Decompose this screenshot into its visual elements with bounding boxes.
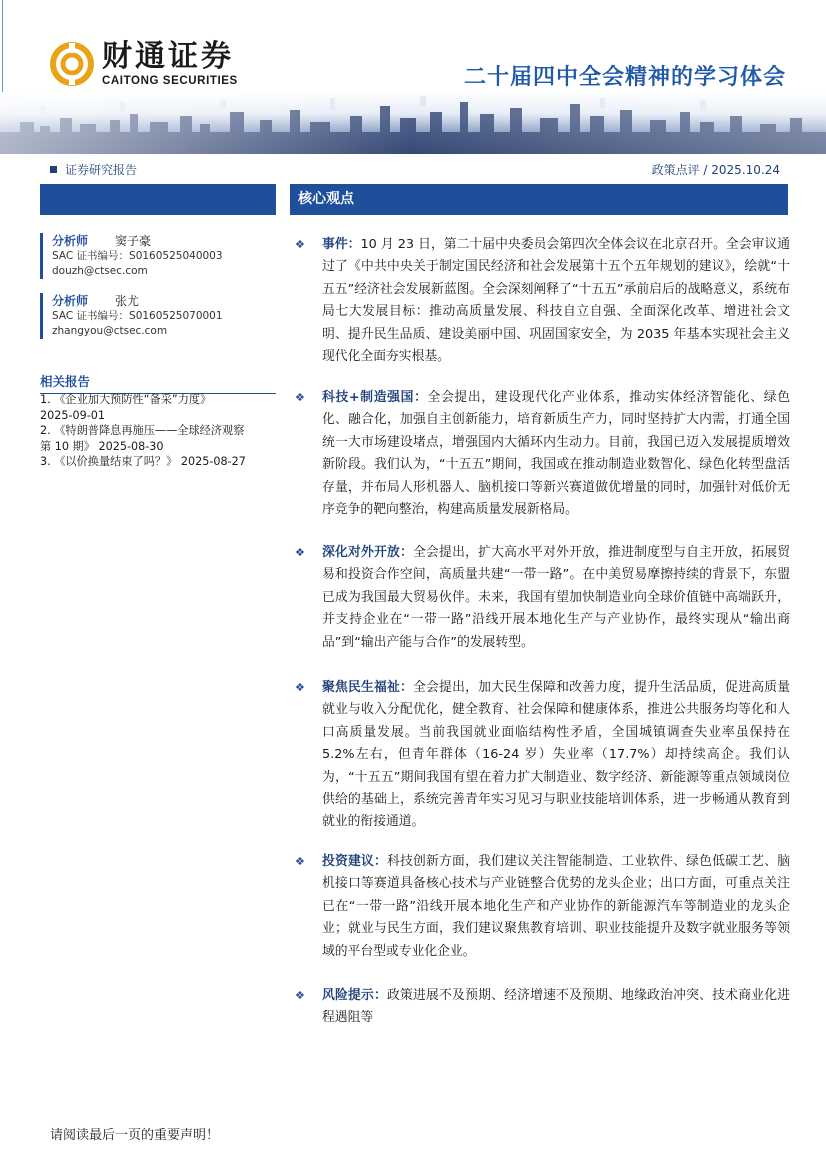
- company-logo: [50, 38, 238, 90]
- item-keyword: 科技+制造强国：: [322, 390, 428, 405]
- analyst-label: 分析师: [52, 234, 89, 248]
- diamond-bullet-icon: ❖: [295, 238, 305, 251]
- diamond-bullet-icon: ❖: [295, 391, 305, 404]
- item-keyword: 投资建议：: [322, 854, 388, 869]
- category-date: 政策点评 / 2025.10.24: [651, 163, 780, 177]
- square-bullet-icon: [50, 166, 57, 173]
- core-item-livelihood: [295, 677, 790, 834]
- analyst-card-2: [40, 293, 276, 339]
- item-text: 全会提出，加大民生保障和改善力度，提升生活品质，促进高质量就业与收入分配优化，健全教育、社会保障和健康体系，推进公共服务均等化和人口高质量发展。当前我国就业面临结构性矛盾，全国城镇调查失业率虽保持在 5.2%左右，但青年群体（16-24 岁）失业率（17.7%）却持续高企。我们认为，“十五五”期间我国有望在着力扩大制造业、数字经济、新能源等重点领域岗位供给的基础上，系统完善青年实习见习与职业技能培训体系，进一步畅通从教育到就业的衔接通道。: [322, 680, 791, 830]
- document-title: 二十届四中全会精神的学习体会: [463, 65, 786, 90]
- report-type-text: 证券研究报告: [65, 163, 138, 177]
- analyst-email[interactable]: zhangyou@ctsec.com: [52, 325, 168, 337]
- analyst-label: 分析师: [52, 294, 89, 308]
- city-skyline-banner: [0, 92, 826, 154]
- logo-english-name: CAITONG SECURITIES: [102, 75, 238, 87]
- core-views-header: [290, 184, 788, 215]
- core-item-opening-up: [295, 542, 790, 654]
- related-report-line[interactable]: 3. 《以价换量结束了吗？》 2025-08-27: [40, 455, 246, 468]
- item-keyword: 风险提示：: [322, 988, 388, 1003]
- diamond-bullet-icon: ❖: [295, 681, 305, 694]
- item-keyword: 事件：: [322, 237, 361, 252]
- core-item-risk-warning: [295, 985, 790, 1030]
- related-reports-list: [40, 392, 280, 470]
- analyst-name: 窦子豪: [115, 234, 152, 248]
- logo-chinese-name: 财通证券: [102, 39, 234, 74]
- related-report-line[interactable]: 2. 《特朗普降息再施压——全球经济观察: [40, 424, 245, 437]
- report-type-label: [50, 161, 137, 178]
- analyst-email[interactable]: douzh@ctsec.com: [52, 265, 148, 277]
- diamond-bullet-icon: ❖: [295, 546, 305, 559]
- related-report-line[interactable]: 1. 《企业加大预防性“备采”力度》: [40, 393, 212, 406]
- related-reports-title: 相关报告: [40, 372, 276, 394]
- item-text: 全会提出，扩大高水平对外开放，推进制度型与自主开放，拓展贸易和投资合作空间，高质量共建“一带一路”。在中美贸易摩擦持续的背景下，东盟已成为我国最大贸易伙伴。未来，我国有望加快制造业向全球价值链中高端跃升，并支持企业在“一带一路”沿线开展本地化生产与产业协作，最终实现从“输出商品”到“输出产能与合作”的发展转型。: [322, 545, 791, 650]
- core-item-investment-advice: [295, 851, 790, 963]
- core-item-tech-manufacturing: [295, 387, 790, 521]
- analyst-sac: SAC 证书编号：S0160525070001: [52, 310, 223, 322]
- analyst-card-1: [40, 233, 276, 279]
- analyst-sac: SAC 证书编号：S0160525040003: [52, 250, 223, 262]
- sidebar-header-bar: [40, 184, 276, 215]
- item-keyword: 聚焦民生福祉：: [322, 680, 414, 695]
- related-report-line[interactable]: 第 10 期》 2025-08-30: [40, 439, 164, 453]
- core-item-event: [295, 234, 790, 368]
- disclaimer-note[interactable]: 请阅读最后一页的重要声明！: [50, 1128, 220, 1143]
- item-text: 科技创新方面，我们建议关注智能制造、工业软件、绿色低碳工艺、脑机接口等赛道具备核心技术与产业链整合优势的龙头企业；出口方面，可重点关注已在“一带一路”沿线开展本地化生产和产业协作的新能源汽车等制造业的龙头企业；就业与民生方面，我们建议聚焦教育培训、职业技能提升及数字就业服务等领域的平台型或专业化企业。: [322, 854, 791, 959]
- item-text: 10 月 23 日，第二十届中央委员会第四次全体会议在北京召开。全会审议通过了《中共中央关于制定国民经济和社会发展第十五个五年规划的建议》，绘就“十五五”经济社会发展新蓝图。全会深刻阐释了“十五五”承前启后的战略意义，系统布局七大发展目标：推动高质量发展、科技自立自强、全面深化改革、增进社会文明、提升民生品质、建设美丽中国、巩固国家安全，为 2035 年基本实现社会主义现代化全面夯实根基。: [322, 237, 791, 365]
- logo-emblem-icon: [50, 42, 94, 86]
- diamond-bullet-icon: ❖: [295, 855, 305, 868]
- item-text: 政策进展不及预期、经济增速不及预期、地缘政治冲突、技术商业化进程遇阻等: [322, 988, 791, 1026]
- item-keyword: 深化对外开放：: [322, 545, 414, 560]
- item-text: 全会提出，建设现代化产业体系，推动实体经济智能化、绿色化、融合化，加强自主创新能力，培育新质生产力，同时坚持扩大内需，打通全国统一大市场建设堵点，增强国内大循环内生动力。目前，我国已迈入发展提质增效新阶段。我们认为，“十五五”期间，我国或在推动制造业数智化、绿色化转型盘活存量，并布局人形机器人、脑机接口等新兴赛道做优增量的同时，加强针对低价无序竞争的靶向整治，构建高质量发展新格局。: [322, 390, 791, 518]
- core-views-title: 核心观点: [298, 191, 354, 207]
- related-report-line: 2025-09-01: [40, 408, 106, 422]
- analyst-name: 张尤: [115, 294, 140, 308]
- diamond-bullet-icon: ❖: [295, 989, 305, 1002]
